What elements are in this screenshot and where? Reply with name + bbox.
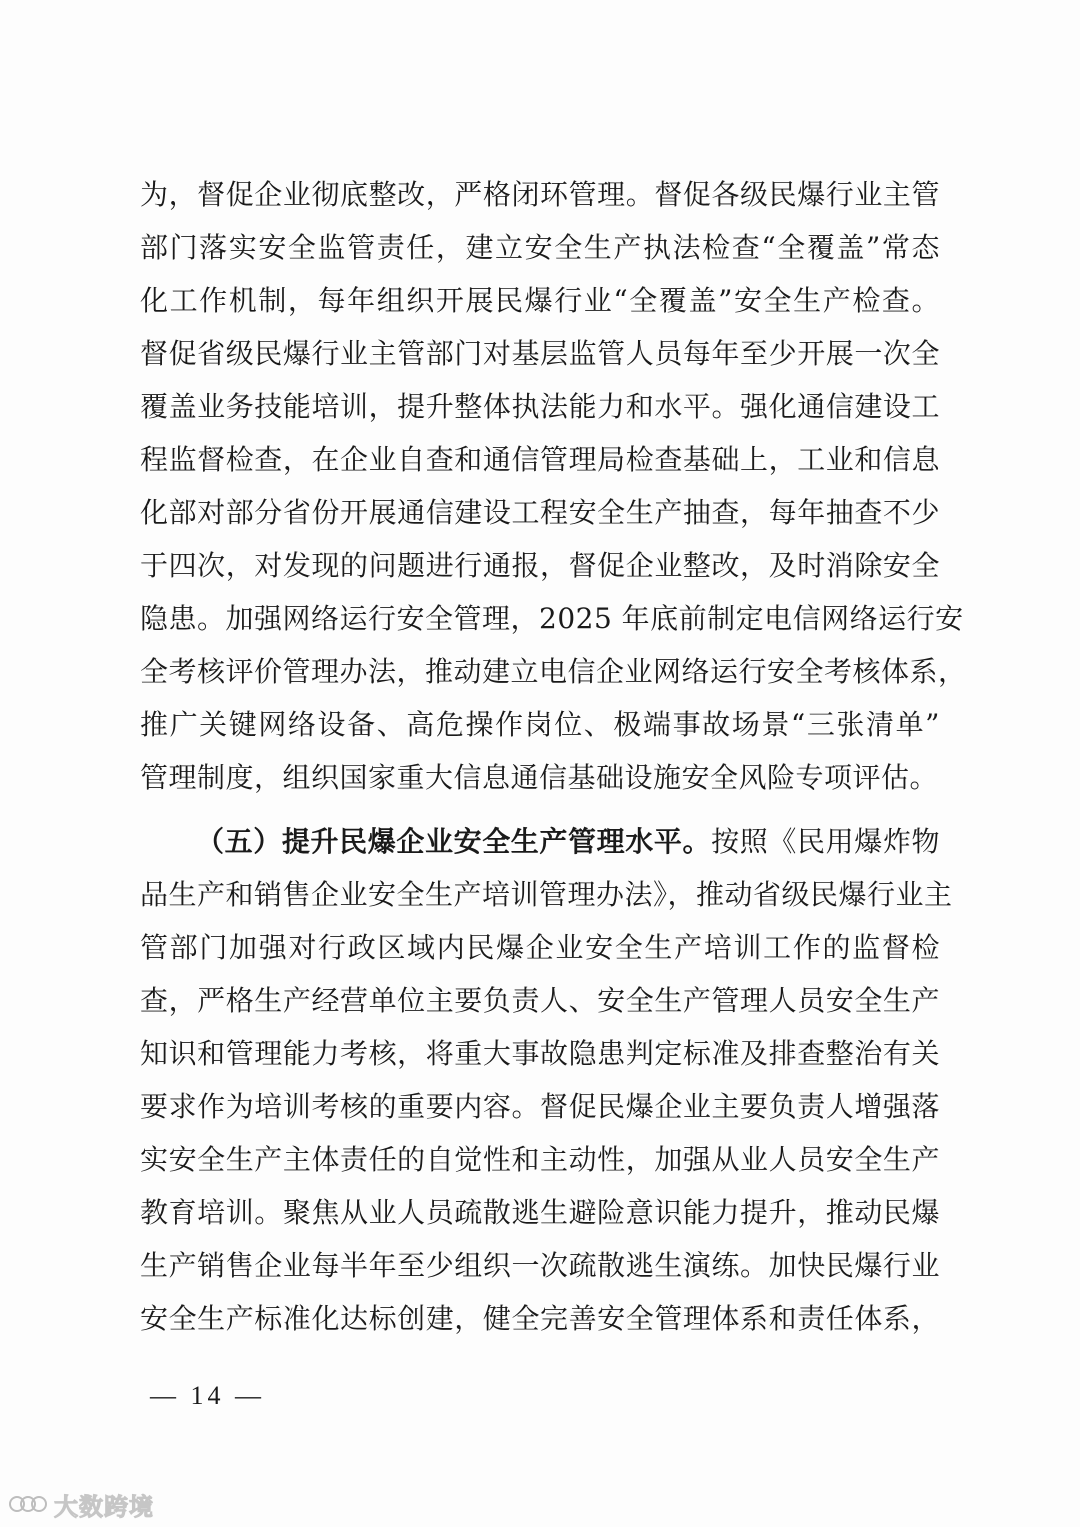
paragraph-2-line-8: 教育培训。聚焦从业人员疏散逃生避险意识能力提升，推动民爆 — [140, 1196, 940, 1229]
paragraph-1-line-5: 覆盖业务技能培训，提升整体执法能力和水平。强化通信建设工 — [140, 390, 940, 423]
watermark-logo-icon — [8, 1491, 48, 1517]
paragraph-2-line-3: 管部门加强对行政区域内民爆企业安全生产培训工作的监督检 — [140, 931, 940, 964]
paragraph-2-line-2: 品生产和销售企业安全生产培训管理办法》，推动省级民爆行业主 — [140, 878, 953, 911]
paragraph-1-line-4: 督促省级民爆行业主管部门对基层监管人员每年至少开展一次全 — [140, 337, 940, 370]
paragraph-1-line-10: 全考核评价管理办法，推动建立电信企业网络运行安全考核体系， — [140, 655, 967, 688]
paragraph-1-line-1: 为，督促企业彻底整改，严格闭环管理。督促各级民爆行业主管 — [140, 178, 940, 211]
paragraph-2-first-line — [196, 822, 940, 862]
paragraph-2-line-9: 生产销售企业每半年至少组织一次疏散逃生演练。加快民爆行业 — [140, 1249, 940, 1282]
watermark-text: 大数跨境 — [54, 1492, 154, 1521]
section-first-line-text: 按照《民用爆炸物 — [711, 825, 940, 858]
paragraph-1-line-2: 部门落实安全监管责任，建立安全生产执法检查“全覆盖”常态 — [140, 231, 940, 264]
paragraph-1-line-6: 程监督检查，在企业自查和通信管理局检查基础上，工业和信息 — [140, 443, 940, 476]
watermark — [8, 1487, 154, 1521]
paragraph-2-line-7: 实安全生产主体责任的自觉性和主动性，加强从业人员安全生产 — [140, 1143, 940, 1176]
paragraph-1-line-12: 管理制度，组织国家重大信息通信基础设施安全风险专项评估。 — [140, 761, 939, 794]
paragraph-1-line-8: 于四次，对发现的问题进行通报，督促企业整改，及时消除安全 — [140, 549, 940, 582]
paragraph-2-line-5: 知识和管理能力考核，将重大事故隐患判定标准及排查整治有关 — [140, 1037, 940, 1070]
paragraph-1-line-7: 化部对部分省份开展通信建设工程安全生产抽查，每年抽查不少 — [140, 496, 940, 529]
paragraph-2-line-10: 安全生产标准化达标创建，健全完善安全管理体系和责任体系， — [140, 1302, 940, 1335]
paragraph-2-line-4: 查，严格生产经营单位主要负责人、安全生产管理人员安全生产 — [140, 984, 940, 1017]
paragraph-2-line-6: 要求作为培训考核的重要内容。督促民爆企业主要负责人增强落 — [140, 1090, 940, 1123]
paragraph-1-line-3: 化工作机制，每年组织开展民爆行业“全覆盖”安全生产检查。 — [140, 284, 940, 317]
paragraph-1-line-9: 隐患。加强网络运行安全管理，2025 年底前制定电信网络运行安 — [140, 602, 964, 635]
page-number: — 14 — — [150, 1381, 265, 1410]
section-heading: （五）提升民爆企业安全生产管理水平。 — [196, 825, 712, 858]
paragraph-1-line-11: 推广关键网络设备、高危操作岗位、极端事故场景“三张清单” — [140, 708, 940, 741]
